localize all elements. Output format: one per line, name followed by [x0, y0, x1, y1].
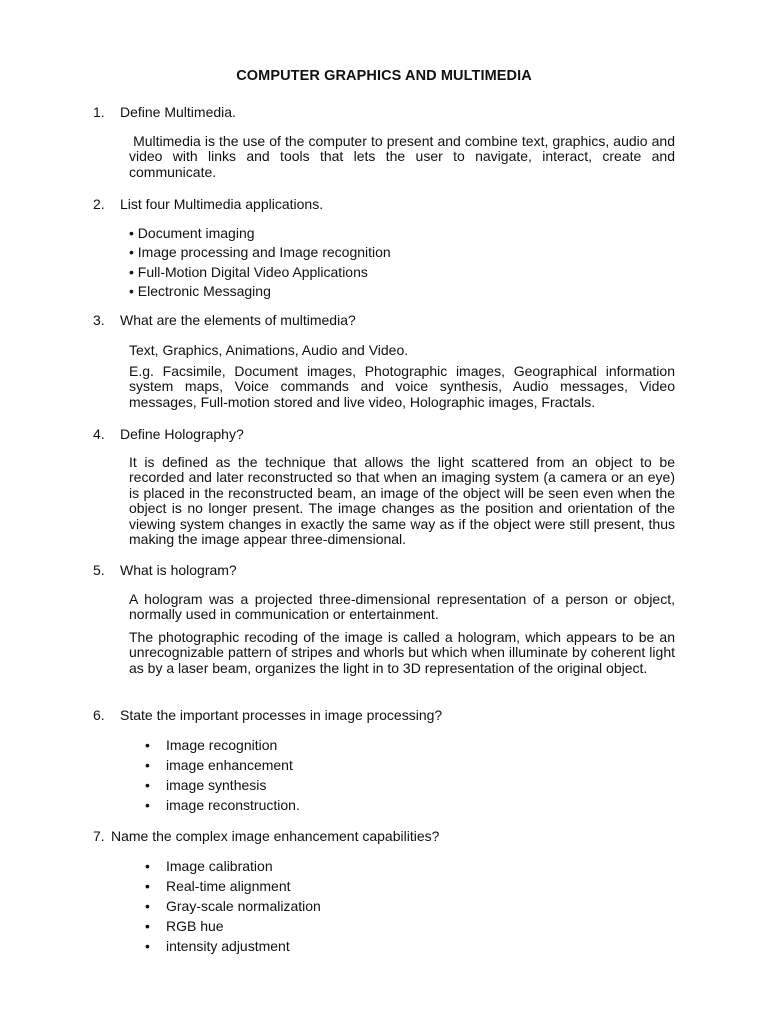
list-item: • image reconstruction. — [145, 797, 300, 813]
bullet-icon: • — [145, 737, 150, 753]
question-text: What is hologram? — [120, 562, 237, 578]
list-item: • Gray-scale normalization — [145, 898, 321, 914]
bullet-icon: • — [145, 757, 150, 773]
question-number: 5. — [93, 562, 105, 578]
list-item: • Electronic Messaging — [129, 282, 271, 299]
question-text: State the important processes in image processing? — [120, 707, 443, 723]
question-5 — [93, 562, 237, 578]
list-item: • RGB hue — [145, 918, 224, 934]
list-item: • Document imaging — [129, 225, 255, 241]
question-number: 3. — [93, 312, 105, 328]
question-2 — [93, 196, 323, 212]
question-number: 2. — [93, 196, 105, 212]
answer-5: A hologram was a projected three-dimensional representation of a person or object, normally used in communication or entertainment. — [129, 591, 675, 623]
page-title: COMPUTER GRAPHICS AND MULTIMEDIA — [236, 68, 532, 84]
question-number: 4. — [93, 426, 105, 442]
answer-1: Multimedia is the use of the computer to present and combine text, graphics, audio and video with links and tools that lets the user to navigate, interact, create and communicate. — [129, 133, 679, 180]
list-item: • Full-Motion Digital Video Applications — [129, 263, 368, 280]
bullet-icon: • — [145, 938, 150, 954]
question-text: List four Multimedia applications. — [120, 196, 324, 212]
list-item: • Image recognition — [145, 737, 278, 753]
list-item: • image synthesis — [145, 777, 267, 793]
question-text: Define Holography? — [120, 426, 244, 442]
question-4 — [93, 426, 244, 442]
list-item: • Real-time alignment — [145, 878, 291, 894]
enhancement-capabilities-list — [145, 858, 321, 958]
question-7 — [93, 828, 439, 844]
list-item: • intensity adjustment — [145, 938, 290, 954]
list-item: • Image processing and Image recognition — [129, 244, 391, 261]
bullet-icon: • — [145, 797, 150, 813]
bullet-icon: • — [145, 918, 150, 934]
question-1 — [93, 104, 236, 120]
answer-3: Text, Graphics, Animations, Audio and Video. — [129, 342, 409, 358]
applications-list — [129, 225, 391, 302]
bullet-icon: • — [145, 777, 150, 793]
answer-5-continued: The photographic recoding of the image is called a hologram, which appears to be an unrecognizable pattern of stripes and whorls but which when illuminate by coherent light as by a laser beam, organizes the light in to 3D representation of the original object. — [129, 629, 675, 676]
bullet-icon: • — [145, 878, 150, 894]
question-number: 1. — [93, 104, 105, 120]
example-3: E.g. Facsimile, Document images, Photographic images, Geographical information system maps, Voice commands and voice synthesis, Audio messages, Video messages, Full-motion stored and live video, Holographic images, Fractals. — [129, 363, 675, 410]
answer-4: It is defined as the technique that allows the light scattered from an object to be recorded and later reconstructed so that when an imaging system (a camera or an eye) is placed in the reconstructed beam, an image of the object will be seen even when the object is no longer present. The image changes as the position and orientation of the viewing system changes in exactly the same way as if the object were still present, thus making the image appear three-dimensional. — [129, 454, 675, 548]
question-text: What are the elements of multimedia? — [120, 312, 356, 328]
question-number: 6. — [93, 707, 105, 723]
question-text: Name the complex image enhancement capabilities? — [111, 828, 440, 844]
question-text: Define Multimedia. — [120, 104, 236, 120]
question-number: 7. — [93, 828, 105, 844]
question-6 — [93, 707, 442, 723]
processes-list — [145, 737, 300, 817]
question-3 — [93, 312, 356, 328]
bullet-icon: • — [145, 858, 150, 874]
list-item: • Image calibration — [145, 858, 273, 874]
bullet-icon: • — [145, 898, 150, 914]
list-item: • image enhancement — [145, 757, 293, 773]
